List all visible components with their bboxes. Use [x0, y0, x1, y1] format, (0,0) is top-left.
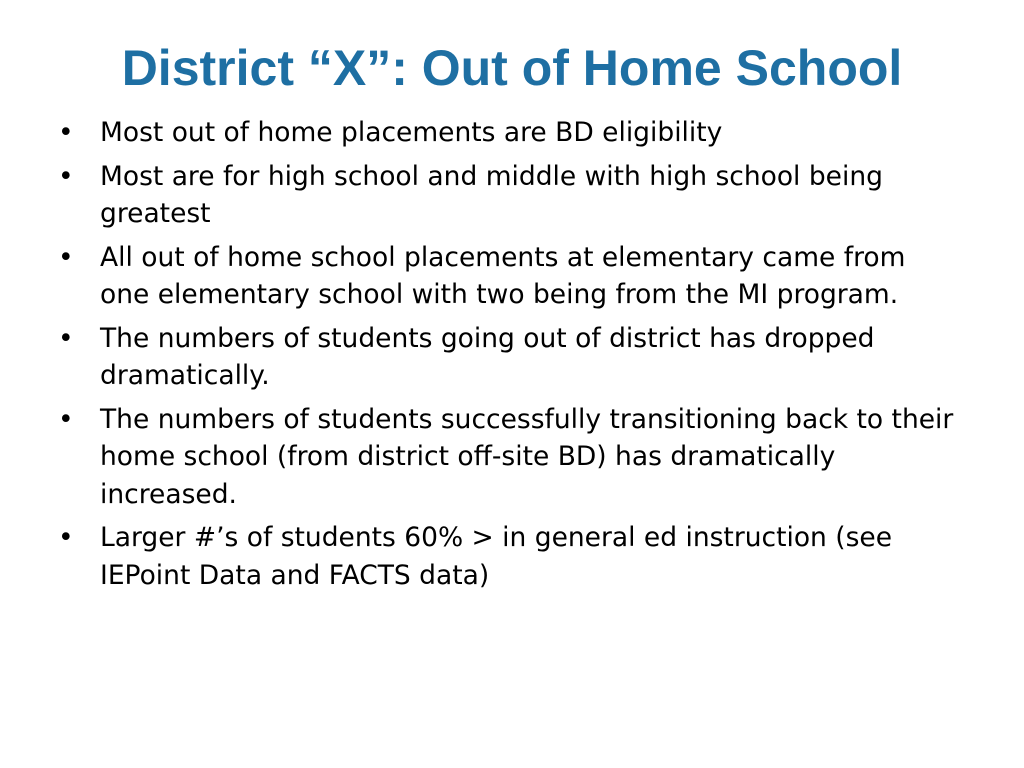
bullet-item — [58, 401, 958, 514]
bullet-item — [58, 114, 958, 152]
bullet-list — [58, 114, 958, 600]
bullet-item — [58, 320, 958, 395]
bullet-text: Most are for high school and middle with high school being greatest — [100, 160, 883, 229]
bullet-text: The numbers of students successfully transitioning back to their home school (from district off-site BD) has dramatically increased. — [100, 403, 954, 510]
bullet-item — [58, 158, 958, 233]
bullet-text: Larger #’s of students 60% > in general ed instruction (see IEPoint Data and FACTS data) — [100, 522, 893, 591]
bullet-text: The numbers of students going out of district has dropped dramatically. — [100, 322, 875, 391]
bullet-text: All out of home school placements at elementary came from one elementary school with two being from the MI program. — [100, 241, 906, 310]
bullet-item — [58, 239, 958, 314]
slide-title: District “X”: Out of Home School — [121, 40, 903, 96]
bullet-dot-icon: • — [58, 160, 74, 192]
bullet-text: Most out of home placements are BD eligibility — [100, 117, 723, 148]
bullet-dot-icon: • — [58, 322, 74, 354]
bullet-dot-icon: • — [58, 117, 74, 148]
bullet-dot-icon: • — [58, 241, 74, 273]
bullet-item — [58, 519, 958, 594]
bullet-dot-icon: • — [58, 403, 74, 435]
bullet-dot-icon: • — [58, 522, 74, 553]
